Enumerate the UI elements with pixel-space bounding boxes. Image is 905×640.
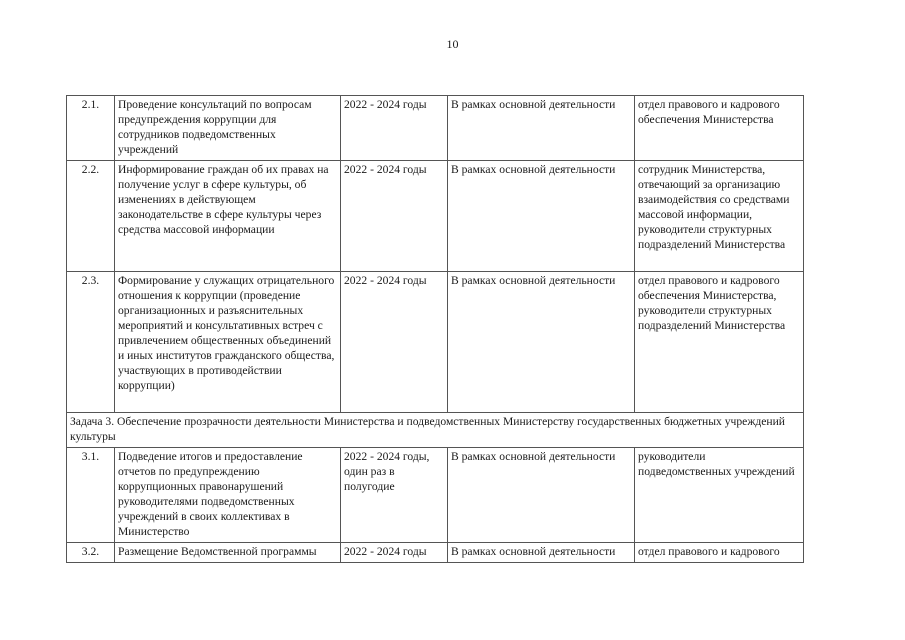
responsible-cell: сотрудник Министерства, отвечающий за организацию взаимодействия со средствами массовой информации, руководители структурных подразделений Министерства [635, 161, 804, 272]
funding-cell: В рамках основной деятельности [448, 272, 635, 413]
item-number: 3.1. [67, 448, 115, 543]
event-cell: Размещение Ведомственной программы [115, 543, 341, 563]
task-heading: Задача 3. Обеспечение прозрачности деятельности Министерства и подведомственных Министерству государственных бюджетных учреждений культуры [67, 413, 804, 448]
table-row [67, 448, 804, 543]
item-number: 2.2. [67, 161, 115, 272]
responsible-cell: отдел правового и кадрового обеспечения Министерства [635, 96, 804, 161]
funding-cell: В рамках основной деятельности [448, 161, 635, 272]
item-number: 2.1. [67, 96, 115, 161]
term-cell: 2022 - 2024 годы [341, 161, 448, 272]
responsible-cell: отдел правового и кадрового обеспечения Министерства, руководители структурных подразделений Министерства [635, 272, 804, 413]
term-cell: 2022 - 2024 годы [341, 96, 448, 161]
event-cell: Формирование у служащих отрицательного отношения к коррупции (проведение организационных и разъяснительных мероприятий и консультативных встреч с привлечением общественных объединений и иных институтов гражданского общества, участвующих в противодействии коррупции) [115, 272, 341, 413]
term-cell: 2022 - 2024 годы [341, 543, 448, 563]
task-row [67, 413, 804, 448]
table-row [67, 272, 804, 413]
page-number: 10 [446, 37, 459, 51]
table-row [67, 161, 804, 272]
funding-cell: В рамках основной деятельности [448, 96, 635, 161]
responsible-cell: отдел правового и кадрового [635, 543, 804, 563]
term-cell: 2022 - 2024 годы [341, 272, 448, 413]
table-row [67, 543, 804, 563]
funding-cell: В рамках основной деятельности [448, 543, 635, 563]
term-cell: 2022 - 2024 годы, один раз в полугодие [341, 448, 448, 543]
item-number: 2.3. [67, 272, 115, 413]
event-cell: Подведение итогов и предоставление отчетов по предупреждению коррупционных правонарушений руководителями подведомственных учреждений в своих коллективах в Министерство [115, 448, 341, 543]
anticorruption-plan-table [66, 95, 804, 563]
event-cell: Информирование граждан об их правах на получение услуг в сфере культуры, об изменениях в действующем законодательстве в сфере культуры через средства массовой информации [115, 161, 341, 272]
funding-cell: В рамках основной деятельности [448, 448, 635, 543]
item-number: 3.2. [67, 543, 115, 563]
event-cell: Проведение консультаций по вопросам предупреждения коррупции для сотрудников подведомственных учреждений [115, 96, 341, 161]
table-row [67, 96, 804, 161]
responsible-cell: руководители подведомственных учреждений [635, 448, 804, 543]
